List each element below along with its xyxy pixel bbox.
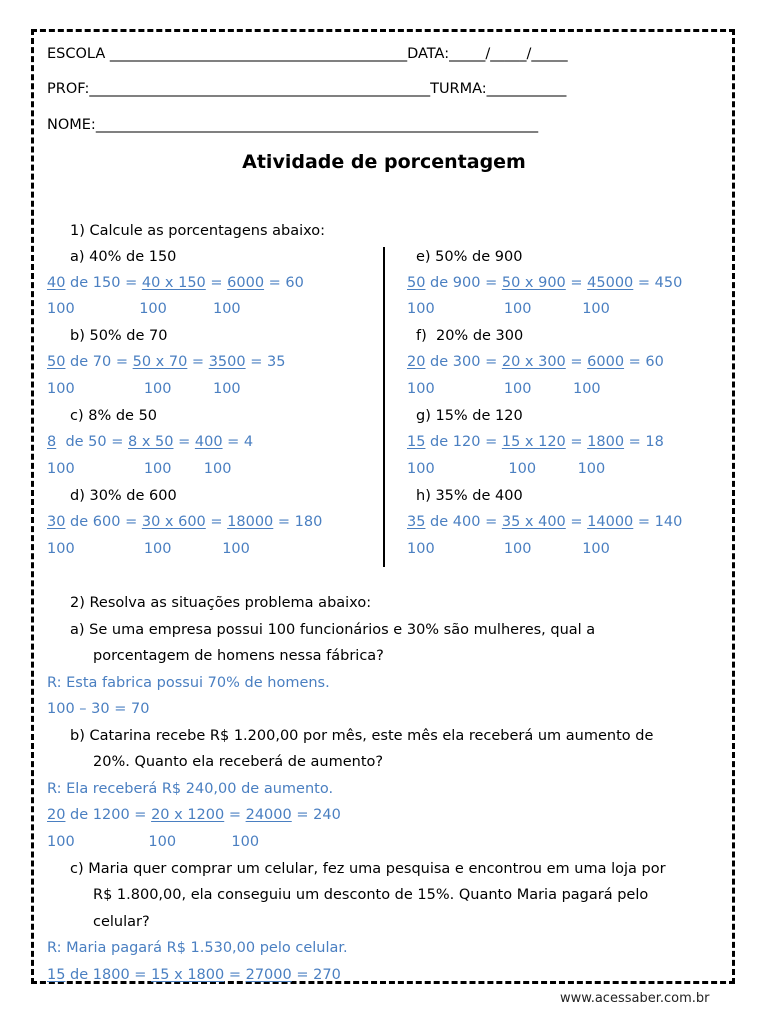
q2a-text: a) Se uma empresa possui 100 funcionários e 30% são mulheres, qual a xyxy=(70,622,596,638)
q1-item-denominators: 100 100 100 xyxy=(407,461,606,477)
q2c-text-cont: R$ 1.800,00, ela conseguiu um desconto de 15%. Quanto Maria pagará pelo xyxy=(93,887,649,903)
escola-field: ESCOLA _________________________________________DATA:_____/_____/_____ xyxy=(47,46,568,62)
q1-item-label: g) 15% de 120 xyxy=(416,408,523,424)
q1-item-denominators: 100 100 100 xyxy=(407,541,610,557)
q1-item-calc: 35 de 400 = 35 x 400 = 14000 = 140 xyxy=(407,514,683,530)
q2b-answer: R: Ela receberá R$ 240,00 de aumento. xyxy=(47,781,334,797)
q2a-text-cont: porcentagem de homens nessa fábrica? xyxy=(93,648,384,664)
q2c-text-cont2: celular? xyxy=(93,914,150,930)
q1-item-label: f) 20% de 300 xyxy=(416,328,524,344)
prof-field: PROF:_______________________________________________TURMA:___________ xyxy=(47,81,567,97)
q1-item-denominators: 100 100 100 xyxy=(47,381,241,397)
q1-item-label: c) 8% de 50 xyxy=(70,408,158,424)
nome-field: NOME:_____________________________________________________________ xyxy=(47,117,539,133)
q1-item-calc: 40 de 150 = 40 x 150 = 6000 = 60 xyxy=(47,275,304,291)
q1-item-label: d) 30% de 600 xyxy=(70,488,177,504)
column-divider xyxy=(383,247,385,567)
q2c-text: c) Maria quer comprar um celular, fez uma pesquisa e encontrou em uma loja por xyxy=(70,861,666,877)
q1-item-denominators: 100 100 100 xyxy=(407,381,601,397)
q1-item-denominators: 100 100 100 xyxy=(47,541,250,557)
q1-item-denominators: 100 100 100 xyxy=(47,301,241,317)
q1-item-calc: 20 de 300 = 20 x 300 = 6000 = 60 xyxy=(407,354,664,370)
q1-item-denominators: 100 100 100 xyxy=(407,301,610,317)
q2c-calc: 15 de 1800 = 15 x 1800 = 27000 = 270 xyxy=(47,967,341,983)
footer-url: www.acessaber.com.br xyxy=(560,991,710,1006)
q1-item-calc: 30 de 600 = 30 x 600 = 18000 = 180 xyxy=(47,514,323,530)
q2a-calc: 100 – 30 = 70 xyxy=(47,701,150,717)
q2c-answer: R: Maria pagará R$ 1.530,00 pelo celular. xyxy=(47,940,348,956)
q2a-answer: R: Esta fabrica possui 70% de homens. xyxy=(47,675,330,691)
q1-item-label: h) 35% de 400 xyxy=(416,488,523,504)
page-title: Atividade de porcentagem xyxy=(242,151,526,173)
q1-item-denominators: 100 100 100 xyxy=(47,461,232,477)
q1-item-calc: 8 de 50 = 8 x 50 = 400 = 4 xyxy=(47,434,254,450)
q2b-text-cont: 20%. Quanto ela receberá de aumento? xyxy=(93,754,384,770)
q2b-calc: 20 de 1200 = 20 x 1200 = 24000 = 240 xyxy=(47,807,341,823)
q2b-text: b) Catarina recebe R$ 1.200,00 por mês, este mês ela receberá um aumento de xyxy=(70,728,654,744)
q1-item-calc: 50 de 70 = 50 x 70 = 3500 = 35 xyxy=(47,354,286,370)
q1-heading: 1) Calcule as porcentagens abaixo: xyxy=(70,223,326,239)
q2-heading: 2) Resolva as situações problema abaixo: xyxy=(70,595,372,611)
q1-item-label: b) 50% de 70 xyxy=(70,328,168,344)
q1-item-calc: 15 de 120 = 15 x 120 = 1800 = 18 xyxy=(407,434,664,450)
q1-item-calc: 50 de 900 = 50 x 900 = 45000 = 450 xyxy=(407,275,683,291)
q2b-denominators: 100 100 100 xyxy=(47,834,260,850)
q1-item-label: a) 40% de 150 xyxy=(70,249,177,265)
q1-item-label: e) 50% de 900 xyxy=(416,249,523,265)
